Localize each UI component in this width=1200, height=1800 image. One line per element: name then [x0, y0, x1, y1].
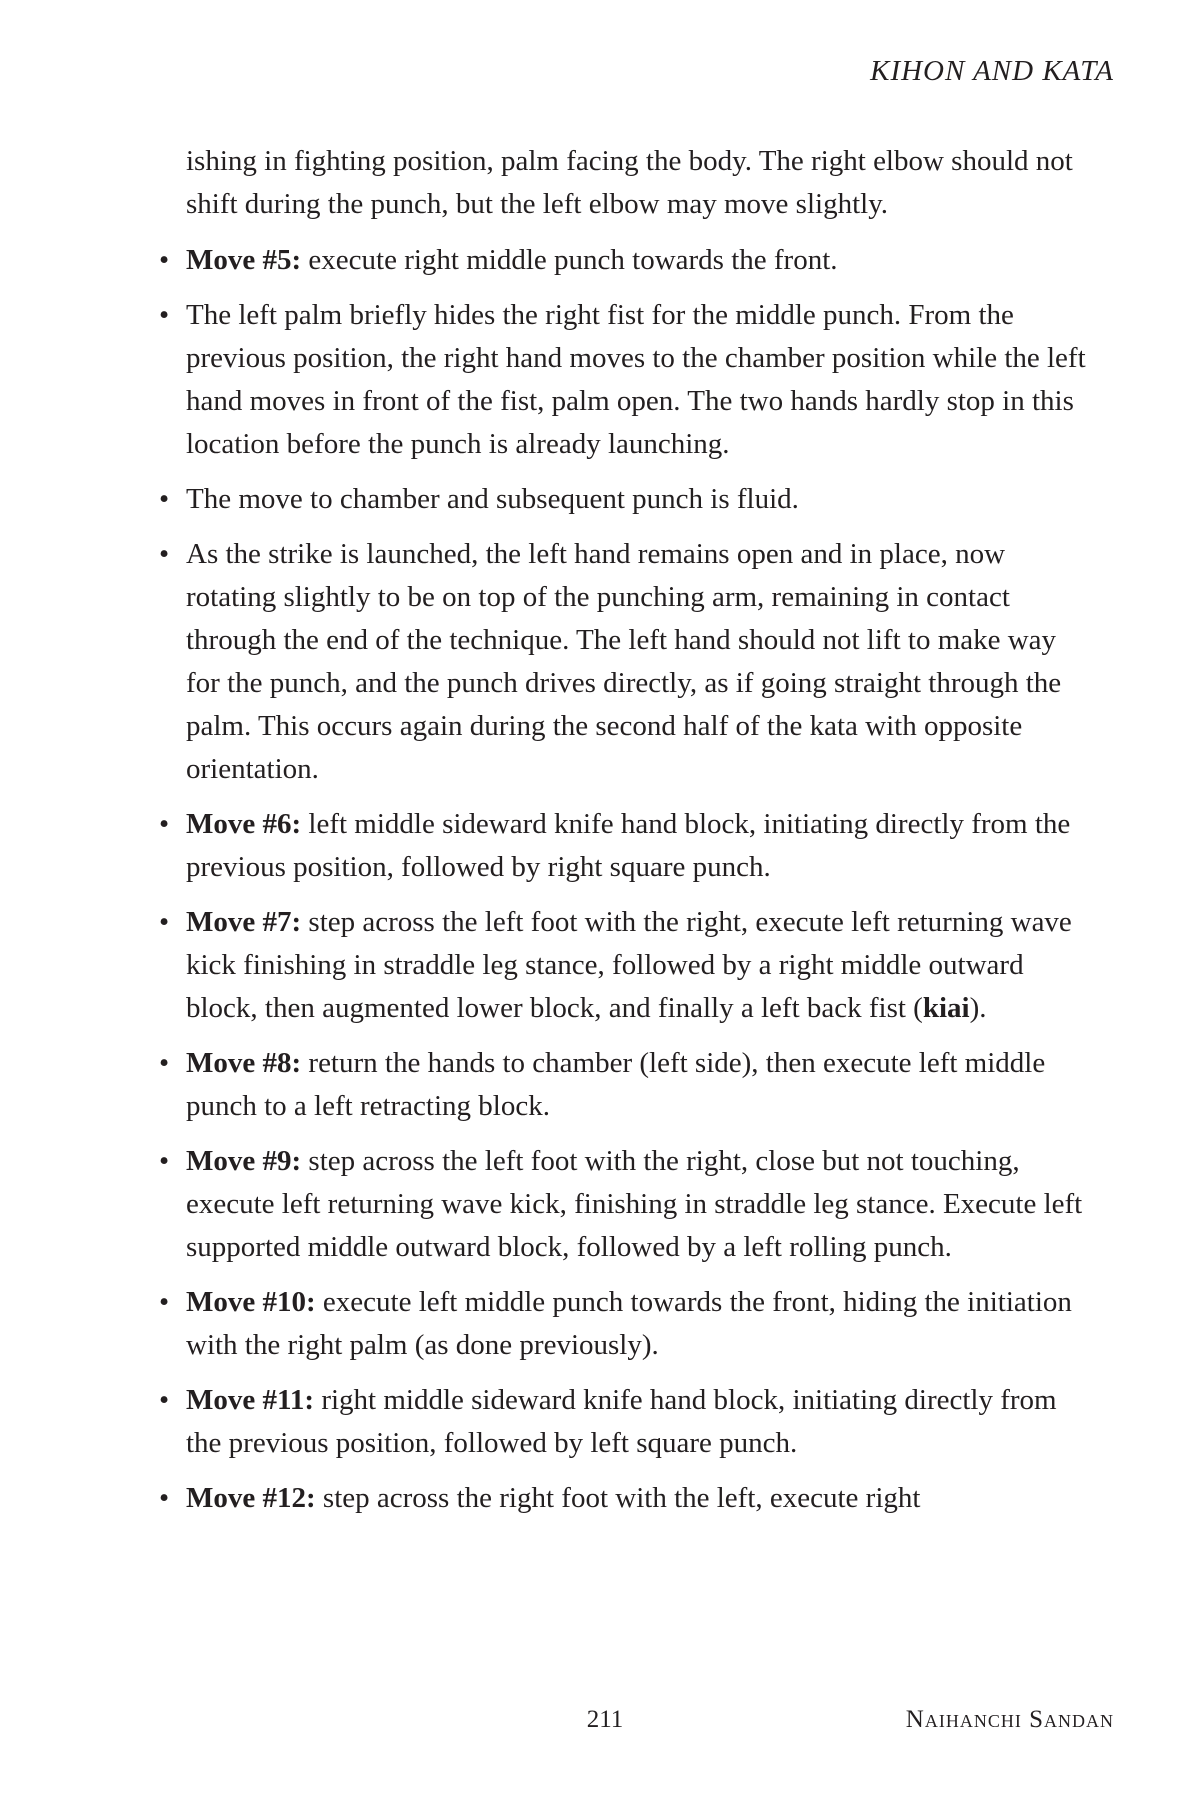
continued-paragraph: ishing in fighting position, palm facing the body. The right elbow should not shift during the punch, but the left elbow may move slightly. [186, 145, 1073, 220]
page-body [159, 140, 1086, 1532]
kiai-emphasis: kiai [922, 992, 970, 1024]
bullet-icon: • [159, 1145, 170, 1177]
running-header-title: KIHON AND KATA [870, 55, 1114, 87]
bullet-icon: • [159, 299, 170, 331]
bullet-icon: • [159, 1482, 170, 1514]
book-title-footer: Naihanchi Sandan [905, 1706, 1114, 1733]
move-label: Move #12: [186, 1482, 316, 1514]
list-item [159, 239, 1086, 282]
move-text: left middle sideward knife hand block, initiating directly from the previous position, followed by right square punch. [186, 808, 1071, 883]
list-item [159, 1140, 1086, 1269]
list-item [159, 1477, 1086, 1520]
move-text: The left palm briefly hides the right fist for the middle punch. From the previous position, the right hand moves to the chamber position while the left hand moves in front of the fist, palm open. The two hands hardly stop in this location before the punch is already launching. [186, 299, 1086, 460]
move-label: Move #8: [186, 1047, 302, 1079]
bullet-icon: • [159, 808, 170, 840]
bullet-icon: • [159, 1047, 170, 1079]
bullet-icon: • [159, 1384, 170, 1416]
bullet-icon: • [159, 538, 170, 570]
bullet-icon: • [159, 1286, 170, 1318]
move-text: execute left middle punch towards the front, hiding the initiation with the right palm (as done previously). [186, 1286, 1072, 1361]
move-text: right middle sideward knife hand block, initiating directly from the previous position, followed by left square punch. [186, 1384, 1057, 1459]
bullet-icon: • [159, 244, 170, 276]
move-label: Move #10: [186, 1286, 316, 1318]
move-label: Move #7: [186, 906, 302, 938]
list-item [159, 1379, 1086, 1465]
move-text: step across the right foot with the left, execute right [315, 1482, 921, 1514]
page-number: 211 [586, 1706, 624, 1733]
move-label: Move #5: [186, 244, 302, 276]
move-label: Move #9: [186, 1145, 302, 1177]
move-text: step across the left foot with the right, close but not touching, execute left returning wave kick, finishing in straddle leg stance. Execute left supported middle outward block, followed by a left rolling punch. [186, 1145, 1083, 1263]
move-text: step across the left foot with the right, execute left returning wave kick finishing in straddle leg stance, followed by a right middle outward block, then augmented lower block, and finally a left back fist ( [186, 906, 1072, 1024]
move-label: Move #11: [186, 1384, 315, 1416]
move-list [159, 239, 1086, 1520]
move-text: execute right middle punch towards the front. [301, 244, 838, 276]
list-item [159, 478, 1086, 521]
list-item [159, 533, 1086, 791]
bullet-icon: • [159, 483, 170, 515]
move-text: As the strike is launched, the left hand remains open and in place, now rotating slightly to be on top of the punching arm, remaining in contact through the end of the technique. The left hand should not lift to make way for the punch, and the punch drives directly, as if going straight through the palm. This occurs again during the second half of the kata with opposite orientation. [186, 538, 1062, 785]
move-text: return the hands to chamber (left side), then execute left middle punch to a left retracting block. [186, 1047, 1046, 1122]
move-label: Move #6: [186, 808, 302, 840]
list-item [159, 803, 1086, 889]
list-item [159, 294, 1086, 466]
list-item [159, 1042, 1086, 1128]
move-text-tail: ). [969, 992, 987, 1024]
bullet-icon: • [159, 906, 170, 938]
list-item [159, 901, 1086, 1030]
list-item [159, 1281, 1086, 1367]
move-text: The move to chamber and subsequent punch is fluid. [186, 483, 799, 515]
